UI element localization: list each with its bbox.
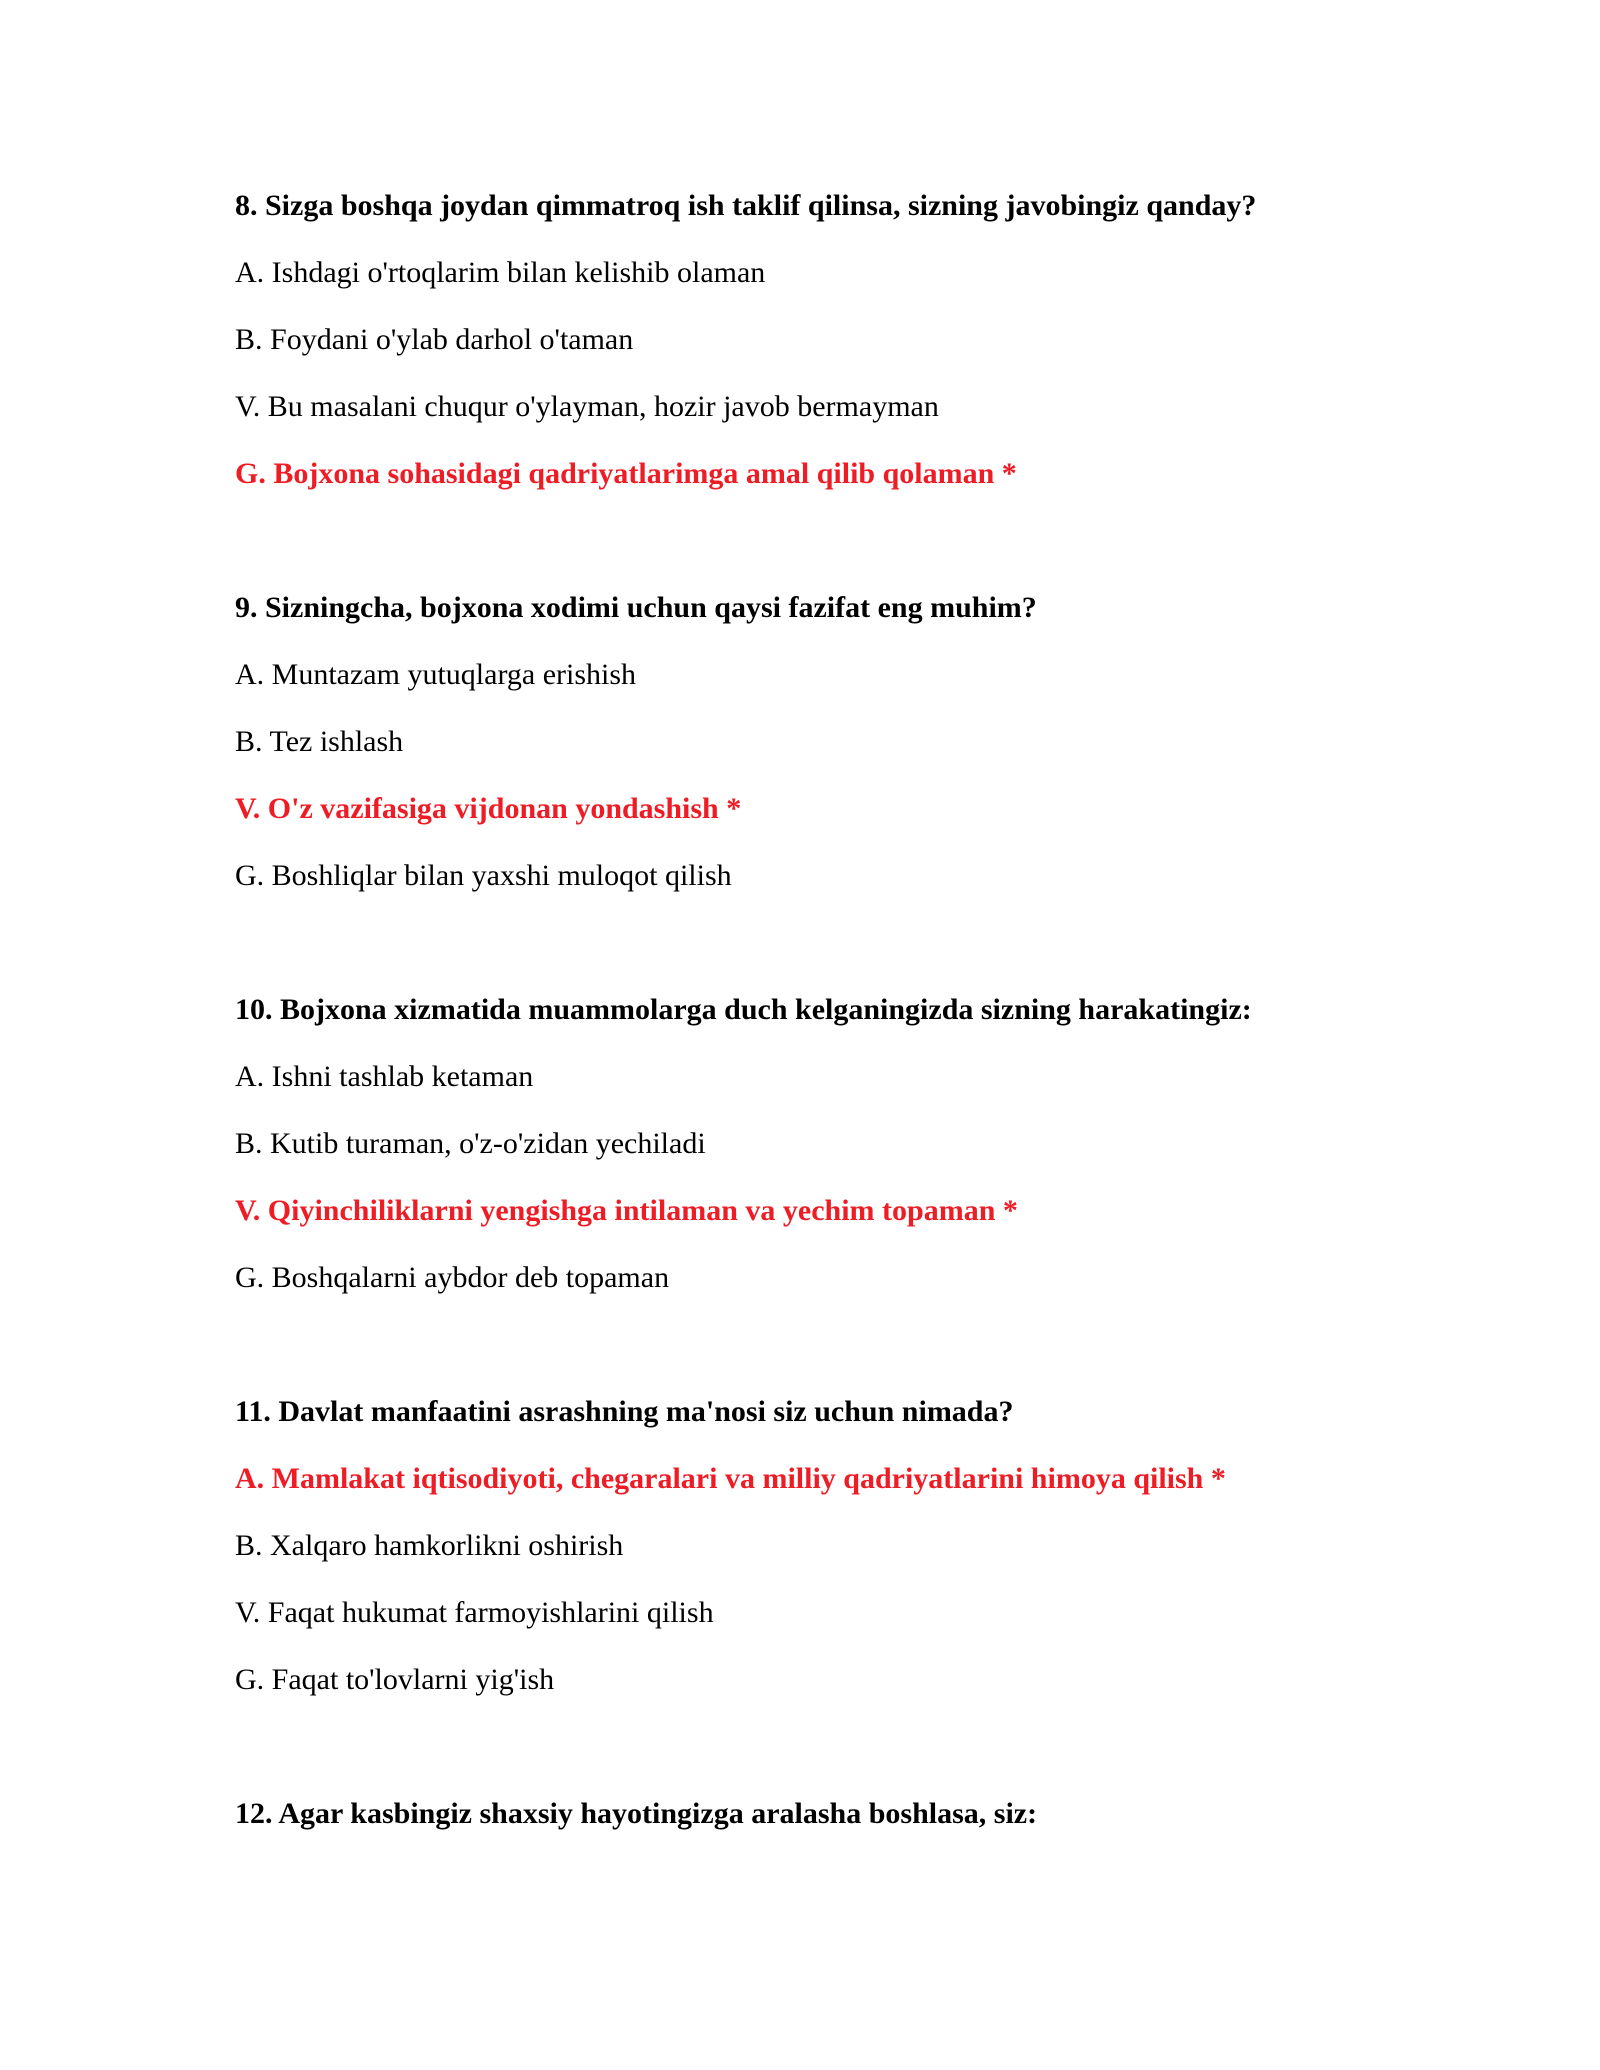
question-8-option-v: V. Bu masalani chuqur o'ylayman, hozir javob bermayman bbox=[235, 390, 939, 423]
question-11-option-a-correct: A. Mamlakat iqtisodiyoti, chegaralari va milliy qadriyatlarini himoya qilish * bbox=[235, 1462, 1226, 1495]
question-9-option-b: B. Tez ishlash bbox=[235, 725, 404, 758]
question-11-option-v: V. Faqat hukumat farmoyishlarini qilish bbox=[235, 1596, 714, 1629]
question-8-option-g-correct: G. Bojxona sohasidagi qadriyatlarimga amal qilib qolaman * bbox=[235, 457, 1017, 490]
question-11-option-b: B. Xalqaro hamkorlikni oshirish bbox=[235, 1529, 624, 1562]
question-10-option-b: B. Kutib turaman, o'z-o'zidan yechiladi bbox=[235, 1127, 706, 1160]
question-8-option-b: B. Foydani o'ylab darhol o'taman bbox=[235, 323, 634, 356]
question-8-option-a: A. Ishdagi o'rtoqlarim bilan kelishib olaman bbox=[235, 256, 766, 289]
question-11-text: 11. Davlat manfaatini asrashning ma'nosi siz uchun nimada? bbox=[235, 1395, 1014, 1428]
question-12-text: 12. Agar kasbingiz shaxsiy hayotingizga aralasha boshlasa, siz: bbox=[235, 1797, 1038, 1830]
question-10-option-a: A. Ishni tashlab ketaman bbox=[235, 1060, 534, 1093]
question-11-option-g: G. Faqat to'lovlarni yig'ish bbox=[235, 1663, 555, 1696]
question-9-option-a: A. Muntazam yutuqlarga erishish bbox=[235, 658, 637, 691]
question-9-option-g: G. Boshliqlar bilan yaxshi muloqot qilish bbox=[235, 859, 732, 892]
question-10-text: 10. Bojxona xizmatida muammolarga duch kelganingizda sizning harakatingiz: bbox=[235, 993, 1252, 1026]
question-9-option-v-correct: V. O'z vazifasiga vijdonan yondashish * bbox=[235, 792, 742, 825]
question-10-option-v-correct: V. Qiyinchiliklarni yengishga intilaman va yechim topaman * bbox=[235, 1194, 1018, 1227]
question-9-text: 9. Sizningcha, bojxona xodimi uchun qaysi fazifat eng muhim? bbox=[235, 591, 1037, 624]
question-10-option-g: G. Boshqalarni aybdor deb topaman bbox=[235, 1261, 670, 1294]
question-8-text: 8. Sizga boshqa joydan qimmatroq ish taklif qilinsa, sizning javobingiz qanday? bbox=[235, 189, 1257, 222]
